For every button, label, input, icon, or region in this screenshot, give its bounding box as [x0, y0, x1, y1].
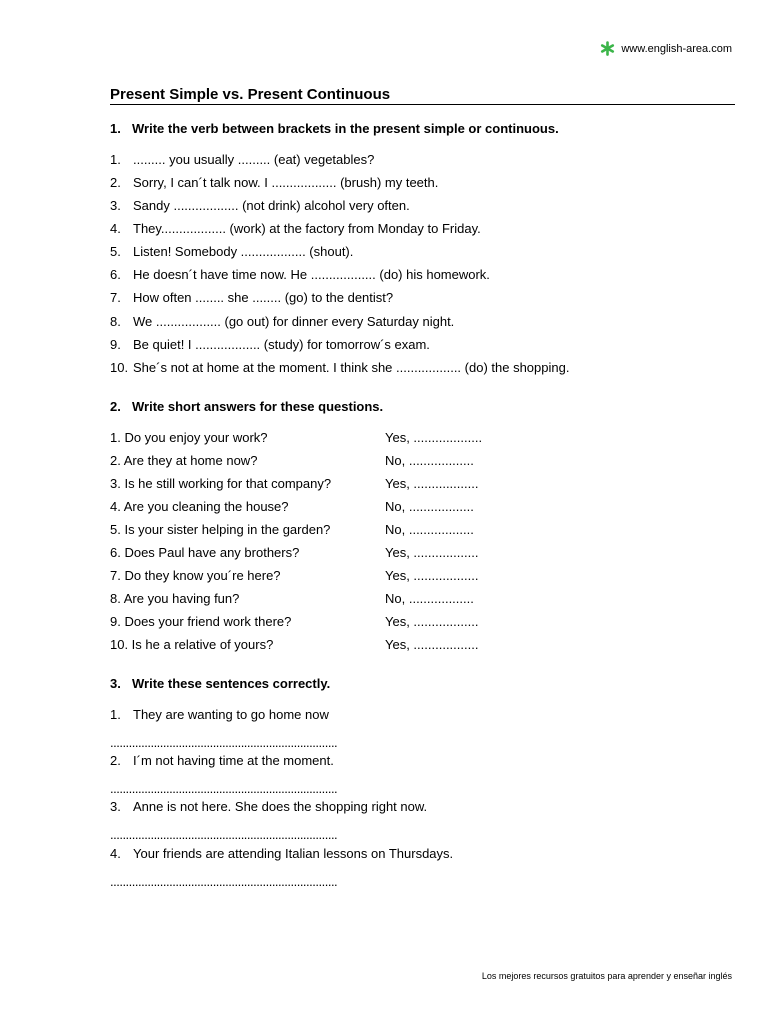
exercise-2-answer: No, ..................	[385, 591, 474, 606]
exercise-1-item: 8. We .................. (go out) for dinner every Saturday night.	[110, 314, 455, 329]
exercise-2-answer: Yes, ..................	[385, 614, 479, 629]
exercise-2-heading: 2. Write short answers for these questions.	[110, 399, 384, 414]
exercise-3-sentence: 1. They are wanting to go home now	[110, 707, 329, 722]
exercise-3-answer-line: .........................................................................	[110, 735, 338, 750]
exercise-2-question: 8. Are you having fun?	[110, 591, 240, 606]
exercise-1-item: 10. She´s not at home at the moment. I think she .................. (do) the shopping.	[110, 360, 570, 375]
site-header	[600, 41, 732, 56]
exercise-2-question: 3. Is he still working for that company?	[110, 476, 332, 491]
exercise-1-item: 9. Be quiet! I .................. (study) for tomorrow´s exam.	[110, 337, 430, 352]
page-title: Present Simple vs. Present Continuous	[110, 86, 391, 103]
exercise-1-item: 5. Listen! Somebody .................. (shout).	[110, 244, 354, 259]
title-divider	[110, 104, 735, 105]
exercise-1-item: 6. He doesn´t have time now. He .................. (do) his homework.	[110, 267, 490, 282]
exercise-2-answer: Yes, ..................	[385, 545, 479, 560]
exercise-2-answer: No, ..................	[385, 522, 474, 537]
exercise-2-question: 5. Is your sister helping in the garden?	[110, 522, 331, 537]
exercise-2-question: 7. Do they know you´re here?	[110, 568, 281, 583]
exercise-1-item: 1. ......... you usually ......... (eat) vegetables?	[110, 152, 375, 167]
exercise-3-answer-line: .........................................................................	[110, 827, 338, 842]
green-asterisk-icon	[600, 41, 615, 56]
exercise-2-question: 2. Are they at home now?	[110, 453, 258, 468]
exercise-2-question: 6. Does Paul have any brothers?	[110, 545, 300, 560]
exercise-1-heading: 1. Write the verb between brackets in the present simple or continuous.	[110, 121, 559, 136]
exercise-2-answer: Yes, ..................	[385, 568, 479, 583]
exercise-3-sentence: 2. I´m not having time at the moment.	[110, 753, 334, 768]
exercise-2-answer: Yes, ...................	[385, 430, 483, 445]
exercise-1-item: 4. They.................. (work) at the factory from Monday to Friday.	[110, 221, 481, 236]
site-url: www.english-area.com	[621, 42, 732, 55]
exercise-2-question: 9. Does your friend work there?	[110, 614, 292, 629]
footer-tagline: Los mejores recursos gratuitos para aprender y enseñar inglés	[481, 971, 732, 981]
exercise-1-item: 2. Sorry, I can´t talk now. I .................. (brush) my teeth.	[110, 175, 439, 190]
exercise-3-heading: 3. Write these sentences correctly.	[110, 676, 331, 691]
exercise-2-answer: No, ..................	[385, 499, 474, 514]
exercise-2-answer: Yes, ..................	[385, 637, 479, 652]
exercise-2-answer: Yes, ..................	[385, 476, 479, 491]
exercise-1-item: 3. Sandy .................. (not drink) alcohol very often.	[110, 198, 410, 213]
exercise-2-question: 10. Is he a relative of yours?	[110, 637, 274, 652]
exercise-2-question: 4. Are you cleaning the house?	[110, 499, 289, 514]
exercise-2-question: 1. Do you enjoy your work?	[110, 430, 268, 445]
exercise-1-item: 7. How often ........ she ........ (go) to the dentist?	[110, 290, 394, 305]
exercise-3-sentence: 3. Anne is not here. She does the shopping right now.	[110, 799, 428, 814]
exercise-3-answer-line: .........................................................................	[110, 874, 338, 889]
exercise-2-answer: No, ..................	[385, 453, 474, 468]
exercise-3-sentence: 4. Your friends are attending Italian lessons on Thursdays.	[110, 846, 454, 861]
exercise-3-answer-line: .........................................................................	[110, 781, 338, 796]
